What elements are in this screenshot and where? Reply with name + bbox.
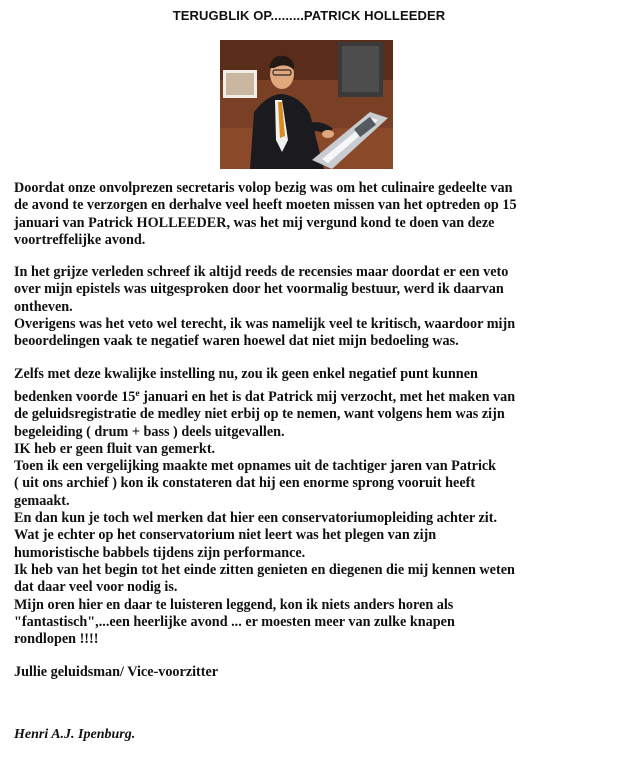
text-segment: januari en het is dat Patrick mij verzocht, met het maken van — [139, 388, 516, 405]
text-line: dat daar veel voor nodig is. — [14, 579, 178, 596]
superscript-e: e — [135, 388, 140, 399]
text-line: begeleiding ( drum + bass ) deels uitgevallen. — [14, 423, 285, 440]
text-line: ( uit ons archief ) kon ik constateren dat hij een enorme sprong vooruit heeft — [14, 475, 476, 492]
text-line: IK heb er geen fluit van gemerkt. — [14, 440, 216, 457]
photo-patrick-at-keyboard — [220, 40, 393, 169]
text-line: beoordelingen vaak te negatief waren hoewel dat niet mijn bedoeling was. — [14, 333, 459, 350]
text-line: Zelfs met deze kwalijke instelling nu, zou ik geen enkel negatief punt kunnen — [14, 365, 478, 382]
paragraph-intro — [14, 180, 614, 249]
text-line-with-date — [14, 386, 614, 406]
text-line: Overigens was het veto wel terecht, ik was namelijk veel te kritisch, waardoor mijn — [14, 316, 516, 333]
page-title: TERUGBLIK OP.........PATRICK HOLLEEDER — [172, 8, 446, 23]
text-line: over mijn epistels was uitgesproken door het voormalig bestuur, werd ik daarvan — [14, 281, 504, 298]
text-segment: bedenken voorde 15 — [14, 388, 136, 405]
text-line: Toen ik een vergelijking maakte met opnames uit de tachtiger jaren van Patrick — [14, 458, 497, 475]
text-line: gemaakt. — [14, 492, 70, 509]
text-line: de geluidsregistratie de medley niet erbij op te nemen, want volgens hem was zijn — [14, 406, 505, 423]
text-line: Doordat onze onvolprezen secretaris volop bezig was om het culinaire gedeelte van — [14, 180, 513, 196]
text-line: januari van Patrick HOLLEEDER, was het mij vergund kond te doen van deze — [14, 214, 495, 231]
text-line: humoristische babbels tijdens zijn performance. — [14, 544, 306, 561]
photo-image — [220, 40, 393, 169]
text-line: En dan kun je toch wel merken dat hier een conservatoriumopleiding achter zit. — [14, 510, 498, 527]
text-line: Mijn oren hier en daar te luisteren leggend, kon ik niets anders horen als — [14, 596, 454, 613]
text-line: Wat je echter op het conservatorium niet leert was het plegen van zijn — [14, 527, 437, 544]
text-line: voortreffelijke avond. — [14, 231, 146, 248]
text-line: de avond te verzorgen en derhalve veel heeft moeten missen van het optreden op 15 — [14, 197, 517, 214]
closing-line: Jullie geluidsman/ Vice-voorzitter — [14, 664, 219, 681]
text-line: rondlopen !!!! — [14, 631, 99, 648]
text-line: "fantastisch",...een heerlijke avond ... er moesten meer van zulke knapen — [14, 613, 455, 630]
text-line: ontheven. — [14, 298, 73, 315]
signature: Henri A.J. Ipenburg. — [14, 727, 136, 742]
paragraph-review — [14, 366, 614, 649]
paragraph-history — [14, 264, 614, 350]
text-line: Ik heb van het begin tot het einde zitten genieten en diegenen die mij kennen weten — [14, 561, 515, 578]
text-line: In het grijze verleden schreef ik altijd reeds de recensies maar doordat er een veto — [14, 264, 509, 281]
letter-body — [14, 180, 614, 682]
